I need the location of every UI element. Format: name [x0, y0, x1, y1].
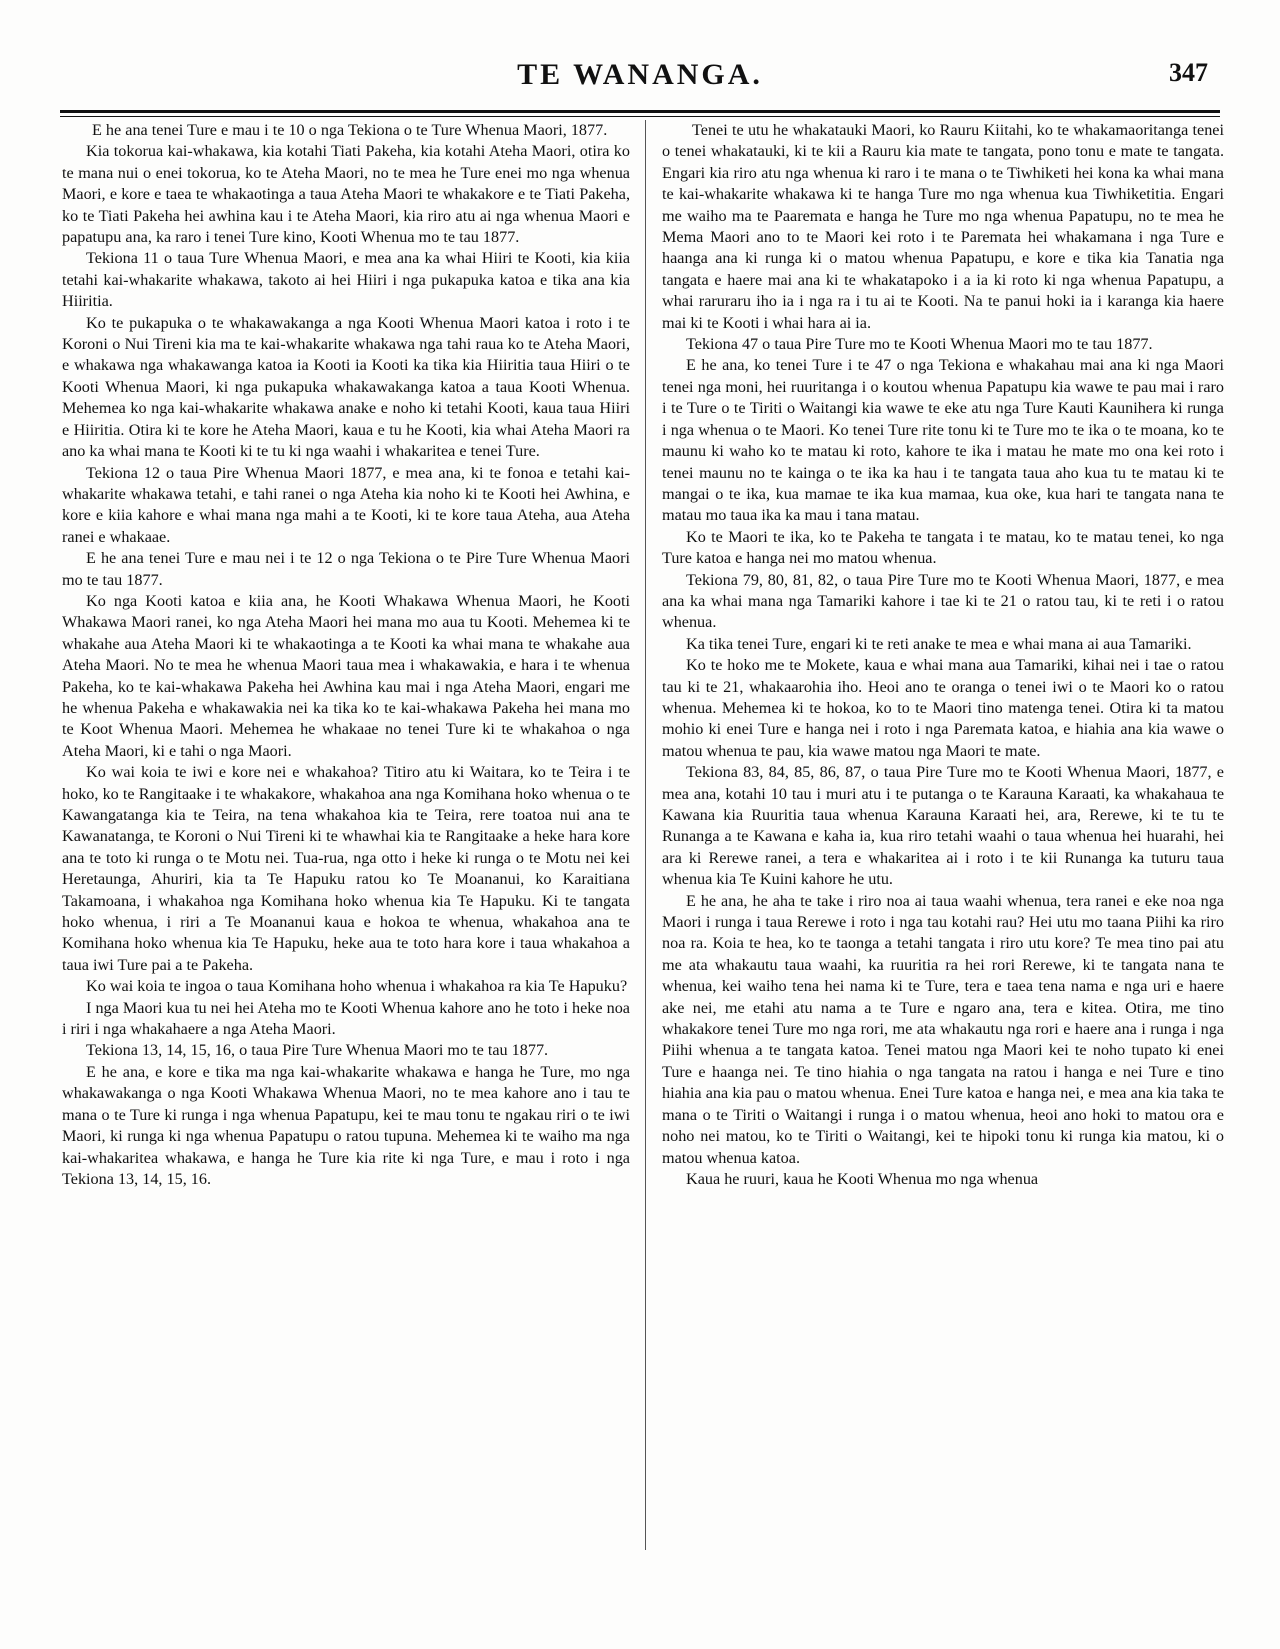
paragraph: Tekiona 83, 84, 85, 86, 87, o taua Pire Ture mo te Kooti Whenua Maori, 1877, e mea ana, kotahi 10 tau i muri atu i te putanga o te Karauna Karaati, ka whakahaua te Kawana kia Ruuritia taua whenua Karauna Karaati hei, ara, Rerewe, ki te tu te Runanga a te Kawana e kaha ia, kua riro tetahi waahi o taua whenua hei huarahi, hei ara ki Rerewe ranei, a tera e whakaritea ai i roto i te kii Runanga ka tuturu taua whenua kia Te Kuini kahore he utu.: [662, 763, 1224, 889]
paragraph: Ko wai koia te ingoa o taua Komihana hoho whenua i whakahoa ra kia Te Hapuku?: [86, 977, 628, 996]
paragraph: Kaua he ruuri, kaua he Kooti Whenua mo nga whenua: [686, 1169, 1039, 1188]
paragraph: Ko wai koia te iwi e kore nei e whakahoa? Titiro atu ki Waitara, ko te Teira i te hoko, ko te Rangitaake i te whakakore, whakahoa ana nga Komihana hoko whenua o te Kawangatanga kia te Teira, na tena whakahoa kia te Teira, rere toatoa nui ana te Kawanatanga, te Koroni o Nui Tireni ki te whawhai kia te Rangitaake a heke hara kore ana te toto ki runga o te Motu nei. Tua-rua, nga otto i heke ki runga o te Motu nei kei Heretaunga, Ahuriri, kia ta Te Hapuku ratou ko Te Moananui, ko Karaitiana Takamoana, i whakahoa nga Komihana hoko whenua kia Te Hapuku. Ki te tangata hoko whenua, i riri a Te Moananui kaua e hokoa te whenua, whakahoa ana te Komihana hoko whenua kia Te Hapuku, heke aua te toto hara kore i taua whakahoa a taua iwi Ture pai a te Pakeha.: [62, 763, 630, 974]
paragraph: E he ana tenei Ture e mau i te 10 o nga Tekiona o te Ture Whenua Maori, 1877.: [92, 121, 608, 139]
newspaper-title: TE WANANGA.: [517, 58, 763, 91]
header-rule-thin: [60, 116, 1220, 117]
paragraph: Tekiona 79, 80, 81, 82, o taua Pire Ture mo te Kooti Whenua Maori, 1877, e mea ana ka whai mana nga Tamariki kahore i tae ki te 21 o ratou tau, ki te reti i o ratou whenua.: [662, 570, 1224, 632]
paragraph: Kia tokorua kai-whakawa, kia kotahi Tiati Pakeha, kia kotahi Ateha Maori, otira ko te mana nui o enei tokorua, ko te Ateha Maori, no te mea he Ture enei mo nga whenua Maori, e kore e taea te whakaotinga a taua Ateha Maori te whakakore e te Tiati Pakeha, ko te Tiati Pakeha hei awhina kau i te Ateha Maori, kia riro atu ai nga whenua Maori e papatupu ana, ka raro i tenei Ture kino, Kooti Whenua mo te tau 1877.: [62, 142, 630, 247]
paragraph: Tekiona 13, 14, 15, 16, o taua Pire Ture Whenua Maori mo te tau 1877.: [86, 1041, 549, 1060]
paragraph: E he ana, e kore e tika ma nga kai-whakarite whakawa e hanga he Ture, mo nga whakawakanga o nga Kooti Whakawa Whenua Maori, no te mea kahore ano i tau te mana o te Ture ki runga i nga whenua Papatupu, kei te mau tonu te ngakau riri o te iwi Maori, ki runga ki nga whenua Papatupu o ratou tupuna. Mehemea ki te waiho ma nga kai-whakaritea whakawa, e hanga he Ture kia rite ki nga Ture, e mau i roto i nga Tekiona 13, 14, 15, 16.: [62, 1062, 630, 1188]
page-number: 347: [1169, 58, 1208, 87]
paragraph: Ko nga Kooti katoa e kiia ana, he Kooti Whakawa Whenua Maori, he Kooti Whakawa Maori ranei, ko nga Ateha Maori hei mana mo aua tu Kooti. Mehemea ki te whakahe aua Ateha Maori ki te whakaotinga a te Kooti ka whai mana te whakahe aua Ateha Maori. No te mea he whenua Maori taua mea i whakawakia, e hara i te whenua Pakeha, ko te kai-whakawa Pakeha hei Awhina kau mai i nga Ateha Maori, engari me he whenua Pakeha e whakawakia nei ka tika ko te kai-whakawa Pakeha hei mana mo te Koot Whenua Maori. Mehemea he whakaae no tenei Ture ki te whakahoa o nga Ateha Maori, ki e tahi o nga Maori.: [62, 591, 630, 760]
paragraph: Tekiona 47 o taua Pire Ture mo te Kooti Whenua Maori mo te tau 1877.: [686, 335, 1153, 354]
masthead: [60, 58, 1220, 98]
paragraph: E he ana tenei Ture e mau nei i te 12 o nga Tekiona o te Pire Ture Whenua Maori mo te tau 1877.: [62, 549, 630, 589]
column-divider: [645, 120, 646, 1550]
paragraph: Tekiona 11 o taua Ture Whenua Maori, e mea ana ka whai Hiiri te Kooti, kia kiia tetahi kai-whakarite whakawa, takoto ai hei Hiiri i nga pukapuka katoa e tika ana kia Hiiritia.: [62, 249, 630, 311]
header-rule-thick: [60, 110, 1220, 113]
paragraph: Tekiona 12 o taua Pire Whenua Maori 1877, e mea ana, ki te fonoa e tetahi kai-whakarite whakawa tetahi, e tahi ranei o nga Ateha kia noho ki te Kooti hei Awhina, e kore e kiia kahore e whai mana nga mahi a te Kooti, ki te kore taua Ateha, aua Ateha ranei e whakaae.: [62, 463, 630, 546]
paragraph: I nga Maori kua tu nei hei Ateha mo te Kooti Whenua kahore ano he toto i heke noa i riri i nga whakahaere a nga Ateha Maori.: [62, 998, 630, 1039]
paragraph: Ko te Maori te ika, ko te Pakeha te tangata i te matau, ko te matau tenei, ko nga Ture katoa e hanga nei mo matou whenua.: [662, 527, 1224, 568]
paragraph: Ko te pukapuka o te whakawakanga a nga Kooti Whenua Maori katoa i roto i te Koroni o Nui Tireni kia ma te kai-whakarite whakawa nga tahi raua ko te Ateha Maori, e whakawa nga whakawanga katoa ia Kooti ia Kooti ka tika kia Hiiritia taua Hiiri o te Kooti Whenua Maori, ki nga pukapuka whakawakanga katoa a taua Kooti Whenua. Mehemea ko nga kai-whakarite whakawa anake e noho ki tetahi Kooti, kaua taua Hiiri e Hiiritia. Otira ki te kore he Ateha Maori, kaua e tu he Kooti, kia whai Ateha Maori ra ano ka whai mana te Kooti ki te tu ki nga waahi i whakaritea e tenei Ture.: [62, 313, 630, 461]
paragraph: E he ana, he aha te take i riro noa ai taua waahi whenua, tera ranei e eke noa nga Maori i runga i taua Rerewe i roto i nga tau kotahi rau? Hei utu mo taana Piihi ka riro noa ra. Koia te hea, ko te taonga a tetahi tangata i riro utu kore? Te mea tino pai atu me ata whakautu taua waahi, ka ruuritia ra hei rori Rerewe, ki te tangata nana te whenua, kei waiho tena hei nama ki te Ture, tera e taea tena nama e nga uri e haere ake nei, me etahi atu nama a te Ture e ngaro ana, tera e kitea. Otira, me tino whakakore tenei Ture mo nga rori, me ata whakautu nga rori e haere ana i runga i nga Piihi whenua a te tangata katoa. Tenei matou nga Maori kei te noho tupato ki enei Ture e haanga nei. Te tino hiahia o nga tangata na ratou i hanga e nei Ture e tino hiahia ana kia pau o matou whenua. Enei Ture katoa e hanga nei, e mea ana kia taka te mana o te Tiriti o Waitangi i runga i o matou whenua, heoi ano hoki to matou ora e noho nei matou, ko te Tiriti o Waitangi, kei te hipoki tonu ki runga kia matou, ki o matou whenua katoa.: [662, 891, 1224, 1167]
paragraph: Tenei te utu he whakatauki Maori, ko Rauru Kiitahi, ko te whakamaoritanga tenei o tenei whakatauki, ki te kii a Rauru kia mate te tangata, pono tonu e mate te tangata. Engari kia riro atu nga whenua ki raro i te mana o te Tiwhiketi hei kona ka whai mana te kai-whakarite whakawa ki te hanga Ture mo nga whenua kua Tiwhiketitia. Engari me waiho ma te Paaremata e hanga he Ture mo nga whenua Papatupu, no te mea he Mema Maori ano to te Maori kei roto i te Paremata hei whakamana i nga Ture e haanga ana ki runga ki o matou whenua Papatupu, e kore e tika kia Tanatia nga tangata e haere mai ana ki te whakatapoko i a ia ki roto ki nga whenua Papatupu, a whai raruraru iho ia i nga ra i tu ai te Kooti. Na te panui hoki ia i karanga kia haere mai ki te Kooti i whai hara ai ia.: [662, 121, 1224, 332]
paragraph: E he ana, ko tenei Ture i te 47 o nga Tekiona e whakahau mai ana ki nga Maori tenei nga moni, hei ruuritanga i o koutou whenua Papatupu kia wawe te pau mai i raro i te Ture o te Tiriti o Waitangi kia wawe te eke atu nga Ture Kauti Kaunihera ki runga i nga whenua o te Maori. Ko tenei Ture rite tonu ki te Ture mo te ika o te moana, ko te maunu ki waho ko te matau ki roto, kahore te ika i matau he mate mo ona kei roto i tenei maunu no te kainga o te ika ka hau i te tangata taua aho kua tu te matau ki te mangai o te ika, kua mamae te ika kua mamaa, kua oke, kua hari te tangata nana te matau mo taua ika ka mau i tana matau.: [662, 356, 1224, 525]
paragraph: Ka tika tenei Ture, engari ki te reti anake te mea e whai mana ai aua Tamariki.: [686, 634, 1192, 653]
right-column: [662, 120, 1224, 1640]
left-column: [62, 120, 630, 1640]
paragraph: Ko te hoko me te Mokete, kaua e whai mana aua Tamariki, kihai nei i tae o ratou tau ki te 21, whakaarohia iho. Heoi ano te oranga o tenei iwi o te Maori ko o ratou whenua. Mehemea ki te hokoa, ko to te Maori tino matenga tenei. Otira ki ta matou mohio ki enei Ture e hanga nei i roto i nga Paremata katoa, e hiahia ana kia wawe o matou whenua te pau, kia wawe matou nga Maori te mate.: [662, 656, 1224, 760]
